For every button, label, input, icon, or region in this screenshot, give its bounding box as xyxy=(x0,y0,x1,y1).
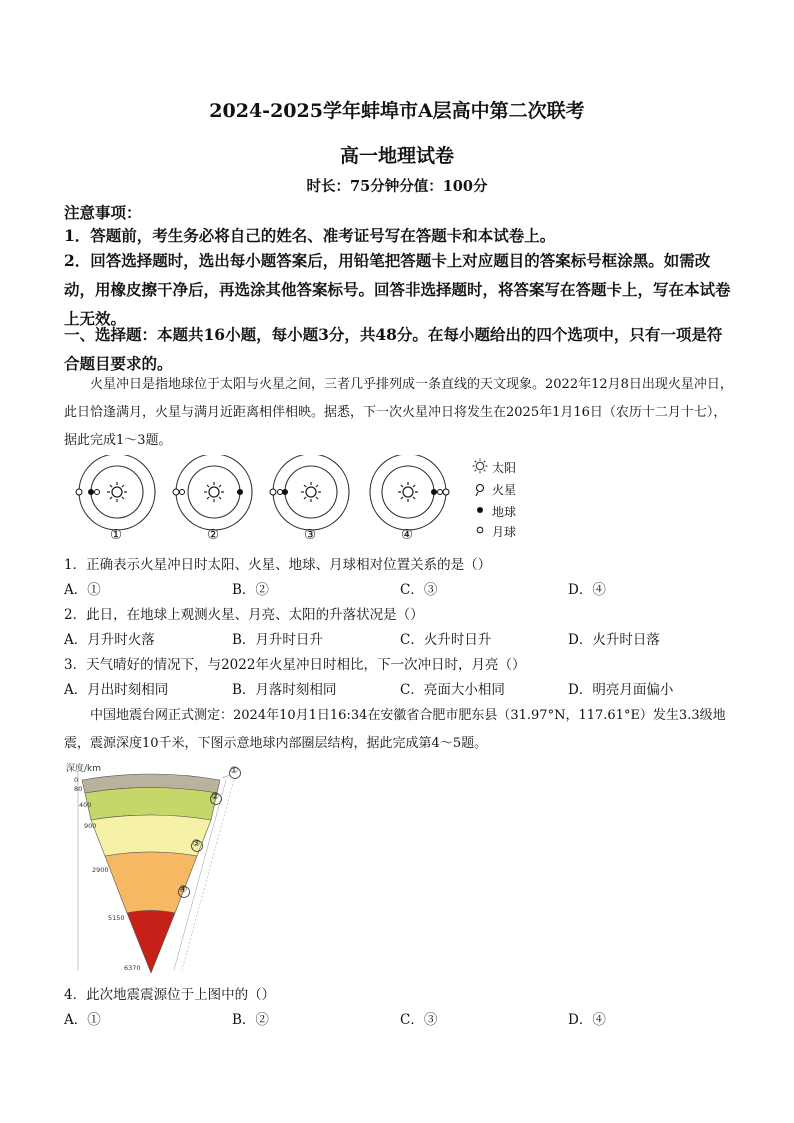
depth-6370: 6370 xyxy=(124,964,141,972)
q4-option-c: C．③ xyxy=(400,1012,438,1028)
q3-option-c: C．亮面大小相同 xyxy=(400,682,505,698)
legend-label-sun: 太阳 xyxy=(492,461,517,475)
legend-sun-icon xyxy=(473,459,488,474)
q4-option-a: A．① xyxy=(64,1012,101,1028)
depth-0: 0 xyxy=(74,776,79,784)
depth-2900: 2900 xyxy=(92,866,109,874)
layer-label-1: ① xyxy=(230,766,239,776)
q1-option-d: D．④ xyxy=(568,582,606,598)
orbit-label-4: ④ xyxy=(401,527,414,543)
layer-label-4: ④ xyxy=(179,885,188,895)
legend-label-mars: 火星 xyxy=(492,483,517,497)
layer-label-3: ③ xyxy=(192,839,201,849)
orbit-diagram-1 xyxy=(76,455,155,530)
notice-item-1: 1．答题前，考生务必将自己的姓名、准考证号写在答题卡和本试卷上。 xyxy=(64,226,556,245)
q2-option-d: D．火升时日落 xyxy=(568,632,660,648)
question-3-stem: 3．天气晴好的情况下，与2022年火星冲日时相比，下一次冲日时，月亮（） xyxy=(64,657,526,673)
orbit-label-2: ② xyxy=(207,527,220,543)
q4-option-d: D．④ xyxy=(568,1012,606,1028)
question-1-stem: 1．正确表示火星冲日时太阳、火星、地球、月球相对位置关系的是（） xyxy=(64,557,492,573)
orbit-diagram-4 xyxy=(370,455,449,530)
q3-option-a: A．月出时刻相同 xyxy=(64,682,169,698)
exam-subtitle: 高一地理试卷 xyxy=(339,145,454,167)
layer-label-2: ② xyxy=(211,792,220,802)
orbit-label-3: ③ xyxy=(304,527,317,543)
depth-400: 400 xyxy=(79,801,92,809)
orbit-diagram-2 xyxy=(173,455,252,530)
legend-label-moon: 月球 xyxy=(492,525,517,539)
notice-item-2: 2．回答选择题时，选出每小题答案后，用铅笔把答题卡上对应题目的答案标号框涂黑。如需改动，用橡皮擦干净后，再选涂其他答案标号。回答非选择题时，将答案写在答题卡上，写在本试卷上无效。 xyxy=(64,251,731,328)
passage-earthquake: 中国地震台网正式测定：2024年10月1日16:34在安徽省合肥市肥东县（31.97°N，117.61°E）发生3.3级地震，震源深度10千米，下图示意地球内部圈层结构，据此完成第4～5题。 xyxy=(64,708,726,751)
q1-option-c: C．③ xyxy=(400,582,438,598)
q2-option-a: A．月升时火落 xyxy=(64,632,155,648)
depth-axis-label: 深度/km xyxy=(66,764,102,774)
exam-title: 2024-2025学年蚌埠市A层高中第二次联考 xyxy=(209,100,585,122)
exam-meta: 时长：75分钟分值：100分 xyxy=(306,178,488,195)
q2-option-c: C．火升时日升 xyxy=(400,632,492,648)
q3-option-b: B．月落时刻相同 xyxy=(232,682,337,698)
q2-option-b: B．月升时日升 xyxy=(232,632,323,648)
section-heading: 一、选择题：本题共16小题，每小题3分，共48分。在每小题给出的四个选项中，只有一项是符合题目要求的。 xyxy=(64,325,723,373)
q1-option-b: B．② xyxy=(232,582,269,598)
depth-80: 80 xyxy=(74,785,83,793)
legend-moon-icon xyxy=(477,527,483,533)
depth-900: 900 xyxy=(84,822,97,830)
q4-option-b: B．② xyxy=(232,1012,269,1028)
question-2-stem: 2．此日，在地球上观测火星、月亮、太阳的升落状况是（） xyxy=(64,607,424,623)
q3-option-d: D．明亮月面偏小 xyxy=(568,682,674,698)
q1-option-a: A．① xyxy=(64,582,101,598)
orbit-label-1: ① xyxy=(110,527,123,543)
legend-mars-icon xyxy=(476,485,484,497)
notice-heading: 注意事项： xyxy=(64,203,142,222)
legend-earth-icon xyxy=(477,507,483,513)
orbit-diagram-3 xyxy=(270,455,349,530)
legend-label-earth: 地球 xyxy=(492,505,517,519)
passage-mars-opposition: 火星冲日是指地球位于太阳与火星之间，三者几乎排列成一条直线的天文现象。2022年12月8日出现火星冲日，此日恰逢满月，火星与满月近距离相伴相映。据悉，下一次火星冲日将发生在2025年1月16日（农历十二月十七），据此完成1～3题。 xyxy=(64,377,733,448)
depth-5150: 5150 xyxy=(108,914,125,922)
question-4-stem: 4．此次地震震源位于上图中的（） xyxy=(64,987,276,1003)
